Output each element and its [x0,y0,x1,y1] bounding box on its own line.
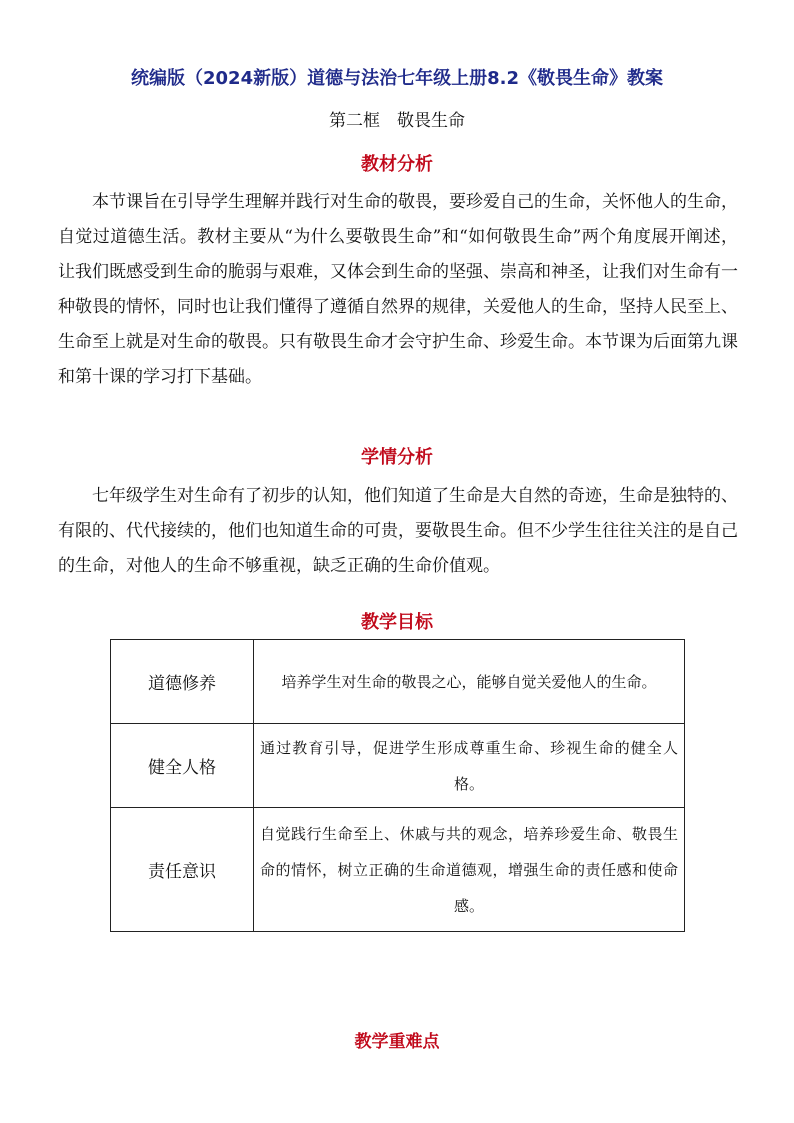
document-title: 统编版（2024新版）道德与法治七年级上册8.2《敬畏生命》教案 [131,68,663,89]
teaching-goals-table [110,639,685,932]
goal-label: 健全人格 [111,724,254,808]
section-heading-teaching-goals: 教学目标 [361,612,433,633]
goal-label: 道德修养 [111,640,254,724]
table-row [111,640,685,724]
table-row [111,724,685,808]
textbook-analysis-paragraph: 本节课旨在引导学生理解并践行对生命的敬畏，要珍爱自己的生命，关怀他人的生命，自觉过道德生活。教材主要从“为什么要敬畏生命”和“如何敬畏生命”两个角度展开阐述，让我们既感受到生命的脆弱与艰难，又体会到生命的坚强、崇高和神圣，让我们对生命有一种敬畏的情怀，同时也让我们懂得了遵循自然界的规律，关爱他人的生命，坚持人民至上、生命至上就是对生命的敬畏。只有敬畏生命才会守护生命、珍爱生命。本节课为后面第九课和第十课的学习打下基础。 [58,192,738,387]
goal-description: 培养学生对生命的敬畏之心，能够自觉关爱他人的生命。 [254,640,685,724]
student-analysis-paragraph: 七年级学生对生命有了初步的认知，他们知道了生命是大自然的奇迹，生命是独特的、有限的、代代接续的，他们也知道生命的可贵，要敬畏生命。但不少学生往往关注的是自己的生命，对他人的生命不够重视，缺乏正确的生命价值观。 [58,486,738,576]
section-heading-student-analysis: 学情分析 [361,447,433,468]
section-heading-key-points: 教学重难点 [354,1032,440,1052]
document-subtitle: 第二框 敬畏生命 [329,111,465,131]
table-row [111,808,685,932]
section-heading-textbook-analysis: 教材分析 [361,154,433,175]
goal-label: 责任意识 [111,808,254,932]
goal-description: 自觉践行生命至上、休戚与共的观念，培养珍爱生命、敬畏生命的情怀，树立正确的生命道德观，增强生命的责任感和使命感。 [254,808,685,932]
goal-description: 通过教育引导，促进学生形成尊重生命、珍视生命的健全人格。 [254,724,685,808]
